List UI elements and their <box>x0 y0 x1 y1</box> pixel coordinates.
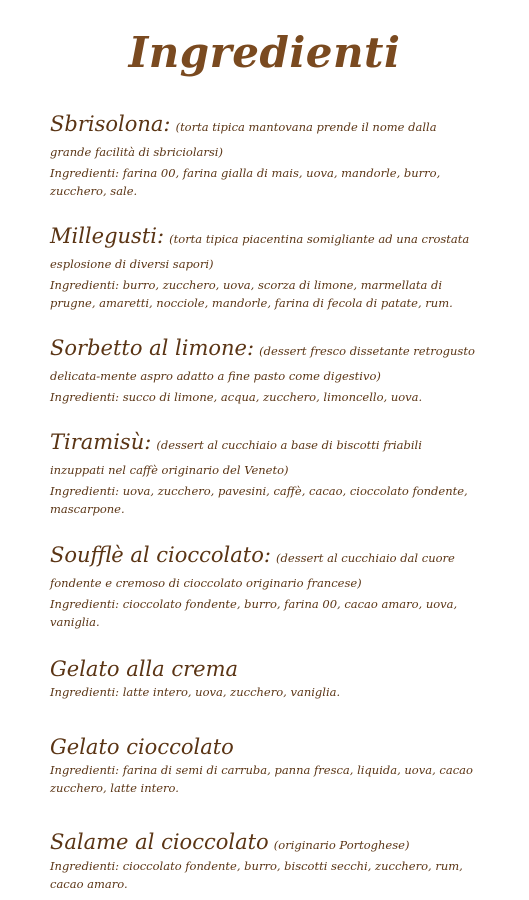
item-description: (originario Portoghese) <box>273 838 410 852</box>
item-description: (dessert fresco dissetante retrogusto delicata-mente aspro adatto a fine pasto come digestivo) <box>50 344 475 383</box>
item-ingredients: Ingredienti: cioccolato fondente, burro, farina 00, cacao amaro, uova, vaniglia. <box>50 597 458 629</box>
item-name: Tiramisù: <box>50 430 152 454</box>
item-ingredients: Ingredienti: succo di limone, acqua, zucchero, limoncello, uova. <box>50 390 423 404</box>
item-ingredients: Ingredienti: cioccolato fondente, burro, biscotti secchi, zucchero, rum, cacao amaro. <box>50 859 463 891</box>
menu-item-salame-cioccolato <box>50 830 477 893</box>
item-name: Gelato alla crema <box>50 657 239 681</box>
item-name: Sbrisolona: <box>50 112 171 136</box>
item-name: Millegusti: <box>50 224 165 248</box>
item-name: Sorbetto al limone: <box>50 336 255 360</box>
item-description: (dessert al cucchiaio dal cuore fondente e cremoso di cioccolato originario francese) <box>50 551 455 590</box>
menu-item-sbrisolona <box>50 112 477 200</box>
menu-item-gelato-cioccolato <box>50 735 477 797</box>
item-ingredients: Ingredienti: farina 00, farina gialla di mais, uova, mandorle, burro, zucchero, sale. <box>50 166 441 198</box>
item-name: Salame al cioccolato <box>50 830 269 854</box>
menu-item-tiramisu <box>50 430 477 518</box>
item-name: Gelato cioccolato <box>50 735 234 759</box>
menu-item-gelato-crema <box>50 657 477 701</box>
page-title: Ingredienti <box>128 28 401 77</box>
menu-item-souffle <box>50 543 477 631</box>
item-ingredients: Ingredienti: farina di semi di carruba, panna fresca, liquida, uova, cacao zucchero, latte intero. <box>50 763 473 795</box>
item-ingredients: Ingredienti: burro, zucchero, uova, scorza di limone, marmellata di prugne, amaretti, nocciole, mandorle, farina di fecola di patate, rum. <box>50 278 453 310</box>
item-description: (torta tipica mantovana prende il nome dalla grande facilità di sbriciolarsi) <box>50 120 437 159</box>
menu-item-millegusti <box>50 224 477 312</box>
item-description: (torta tipica piacentina somigliante ad una crostata esplosione di diversi sapori) <box>50 232 470 271</box>
item-ingredients: Ingredienti: uova, zucchero, pavesini, caffè, cacao, cioccolato fondente, mascarpone. <box>50 484 468 516</box>
item-name: Soufflè al cioccolato: <box>50 543 271 567</box>
menu-item-sorbetto <box>50 336 477 406</box>
item-description: (dessert al cucchiaio a base di biscotti friabili inzuppati nel caffè originario del Veneto) <box>50 438 422 477</box>
item-ingredients: Ingredienti: latte intero, uova, zucchero, vaniglia. <box>50 685 341 699</box>
